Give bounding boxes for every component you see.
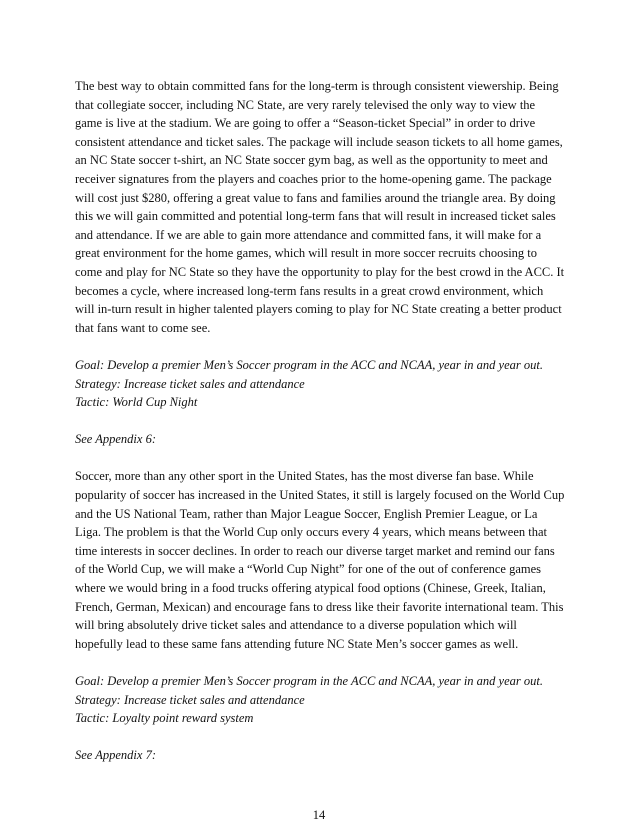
paragraph-world-cup-night: Soccer, more than any other sport in the United States, has the most diverse fan base. While popularity of soccer has increased in the United States, it still is largely focused on the World Cup and the US National Team, rather than Major League Soccer, English Premier League, or La Liga. The problem is that the World Cup only occurs every 4 years, which means between that time interests in soccer declines. In order to reach our diverse target market and remind our fans of the World Cup, we will make a “World Cup Night” for one of the out of conference games where we would bring in a food trucks offering atypical food options (Chinese, Greek, Italian, French, German, Mexican) and encourage fans to dress like their favorite international team. This will bring absolutely drive ticket sales and attendance to a diverse population which will hopefully lead to these same fans attending future NC State Men’s soccer games as well.: [75, 469, 565, 651]
spacer: [75, 412, 565, 431]
tactic-line: Tactic: Loyalty point reward system: [75, 711, 254, 726]
appendix-reference: See Appendix 7:: [75, 748, 156, 763]
appendix-reference: See Appendix 6:: [75, 432, 156, 447]
paragraph-season-ticket: The best way to obtain committed fans for the long-term is through consistent viewership. Being that collegiate soccer, including NC State, are very rarely televised the only way to view the game is live at the stadium. We are going to offer a “Season-ticket Special” in order to drive consistent attendance and ticket sales. The package will include season tickets to all home games, an NC State soccer t-shirt, an NC State soccer gym bag, as well as the opportunity to meet and receiver signatures from the players and coaches prior to the home-opening game. The package will cost just $280, offering a great value to fans and families around the triangle area. By doing this we will gain committed and potential long-term fans that will result in increased ticket sales and attendance. If we are able to gain more attendance and committed fans, it will make for a great environment for the home games, which will result in more soccer recruits choosing to come and play for NC State so they have the opportunity to play for the best crowd in the ACC. It becomes a cycle, where increased long-term fans results in a great crowd environment, which will in-turn result in higher talented players coming to play for NC State creating a better product that fans want to come see.: [75, 79, 565, 335]
page-number: 14: [312, 808, 326, 822]
strategy-line: Strategy: Increase ticket sales and attendance: [75, 376, 305, 391]
spacer: [75, 337, 565, 356]
strategy-line: Strategy: Increase ticket sales and attendance: [75, 692, 305, 707]
goal-line: Goal: Develop a premier Men’s Soccer program in the ACC and NCAA, year in and year out.: [75, 674, 543, 688]
spacer: [75, 449, 565, 468]
spacer: [75, 728, 565, 747]
goal-line: Goal: Develop a premier Men’s Soccer program in the ACC and NCAA, year in and year out.: [75, 357, 543, 372]
document-body: [75, 77, 565, 765]
spacer: [75, 653, 565, 672]
tactic-line: Tactic: World Cup Night: [75, 395, 198, 410]
